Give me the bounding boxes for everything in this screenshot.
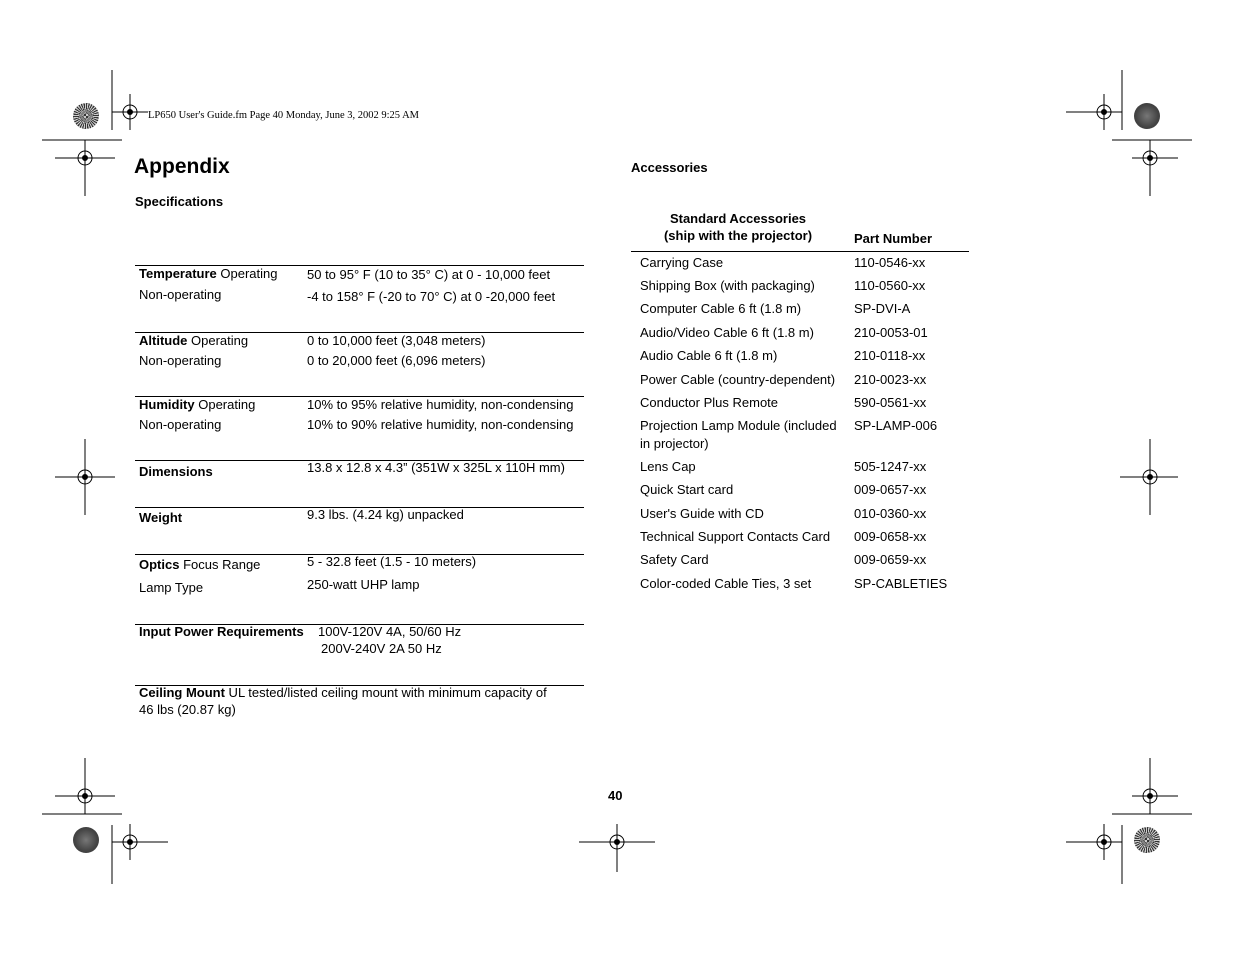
list-item: Lens Cap	[640, 459, 696, 474]
registration-disc-icon	[1134, 827, 1160, 853]
spec-value: 250-watt UHP lamp	[307, 577, 420, 592]
spec-value: 100V-120V 4A, 50/60 Hz	[318, 624, 462, 639]
list-item: Quick Start card	[640, 482, 734, 497]
registration-disc-icon	[1134, 103, 1160, 129]
spec-label: Ceiling Mount UL tested/listed ceiling mount with minimum capacity of	[139, 685, 547, 700]
list-item: Projection Lamp Module (included in projector)	[640, 418, 837, 451]
page-title: Appendix	[134, 155, 230, 178]
column-header-line: Standard Accessories	[669, 211, 807, 226]
list-item: Shipping Box (with packaging)	[640, 278, 815, 293]
accessories-heading: Accessories	[631, 160, 708, 175]
spec-value: 0 to 20,000 feet (6,096 meters)	[307, 353, 486, 368]
part-number: SP-CABLETIES	[854, 576, 948, 591]
list-item: Conductor Plus Remote	[640, 395, 779, 410]
list-item: Safety Card	[640, 552, 709, 567]
spec-value: 10% to 95% relative humidity, non-condensing	[307, 397, 574, 412]
column-header-line: (ship with the projector)	[663, 228, 813, 243]
spec-label: Lamp Type	[139, 580, 204, 595]
spec-value: 0 to 10,000 feet (3,048 meters)	[307, 333, 486, 348]
part-number: SP-LAMP-006	[854, 418, 938, 433]
part-number: 210-0053-01	[854, 325, 928, 340]
registration-marks-icon	[55, 94, 1178, 872]
list-item: Power Cable (country-dependent)	[640, 372, 836, 387]
spec-value: 50 to 95° F (10 to 35° C) at 0 - 10,000 feet	[307, 267, 551, 282]
spec-label: Weight	[139, 510, 183, 525]
spec-label: Optics Focus Range	[139, 557, 261, 572]
part-number: 009-0659-xx	[854, 552, 927, 567]
list-item: Audio/Video Cable 6 ft (1.8 m)	[640, 325, 814, 340]
list-item: Carrying Case	[640, 255, 724, 270]
spec-value: 200V-240V 2A 50 Hz	[321, 641, 442, 656]
spec-label: Temperature Operating	[139, 266, 278, 281]
registration-disc-icon	[73, 827, 99, 853]
part-number: 110-0560-xx	[854, 278, 926, 293]
part-number: 210-0023-xx	[854, 372, 927, 387]
spec-value: 46 lbs (20.87 kg)	[139, 702, 236, 717]
spec-label: Altitude Operating	[139, 333, 249, 348]
spec-value: 10% to 90% relative humidity, non-condensing	[307, 417, 574, 432]
spec-value: 5 - 32.8 feet (1.5 - 10 meters)	[307, 554, 477, 569]
part-number: 009-0658-xx	[854, 529, 927, 544]
document-file-info: LP650 User's Guide.fm Page 40 Monday, June 3, 2002 9:25 AM	[148, 110, 419, 121]
part-number: 110-0546-xx	[854, 255, 926, 270]
part-number: 210-0118-xx	[854, 348, 926, 363]
crop-marks-icon	[42, 70, 1192, 884]
page-number: 40	[608, 788, 623, 803]
list-item: Color-coded Cable Ties, 3 set	[640, 576, 812, 591]
part-number: 010-0360-xx	[854, 506, 927, 521]
spec-label: Dimensions	[139, 464, 213, 479]
spec-value: -4 to 158° F (-20 to 70° C) at 0 -20,000 feet	[307, 289, 556, 304]
list-item: Audio Cable 6 ft (1.8 m)	[640, 348, 778, 363]
spec-label: Humidity Operating	[139, 397, 256, 412]
part-number: SP-DVI-A	[854, 301, 911, 316]
spec-label: Non-operating	[139, 417, 222, 432]
spec-value: 13.8 x 12.8 x 4.3” (351W x 325L x 110H mm)	[307, 460, 565, 475]
registration-disc-icon	[73, 103, 99, 129]
part-number: 505-1247-xx	[854, 459, 927, 474]
list-item: Technical Support Contacts Card	[640, 529, 831, 544]
specifications-heading: Specifications	[135, 194, 224, 209]
spec-label: Non-operating	[139, 287, 222, 302]
column-header-part-number: Part Number	[854, 231, 933, 246]
part-number: 590-0561-xx	[854, 395, 927, 410]
part-number: 009-0657-xx	[854, 482, 927, 497]
spec-label: Non-operating	[139, 353, 222, 368]
spec-value: 9.3 lbs. (4.24 kg) unpacked	[307, 507, 464, 522]
list-item: User's Guide with CD	[640, 506, 764, 521]
spec-label: Input Power Requirements	[139, 624, 304, 639]
list-item: Computer Cable 6 ft (1.8 m)	[640, 301, 802, 316]
